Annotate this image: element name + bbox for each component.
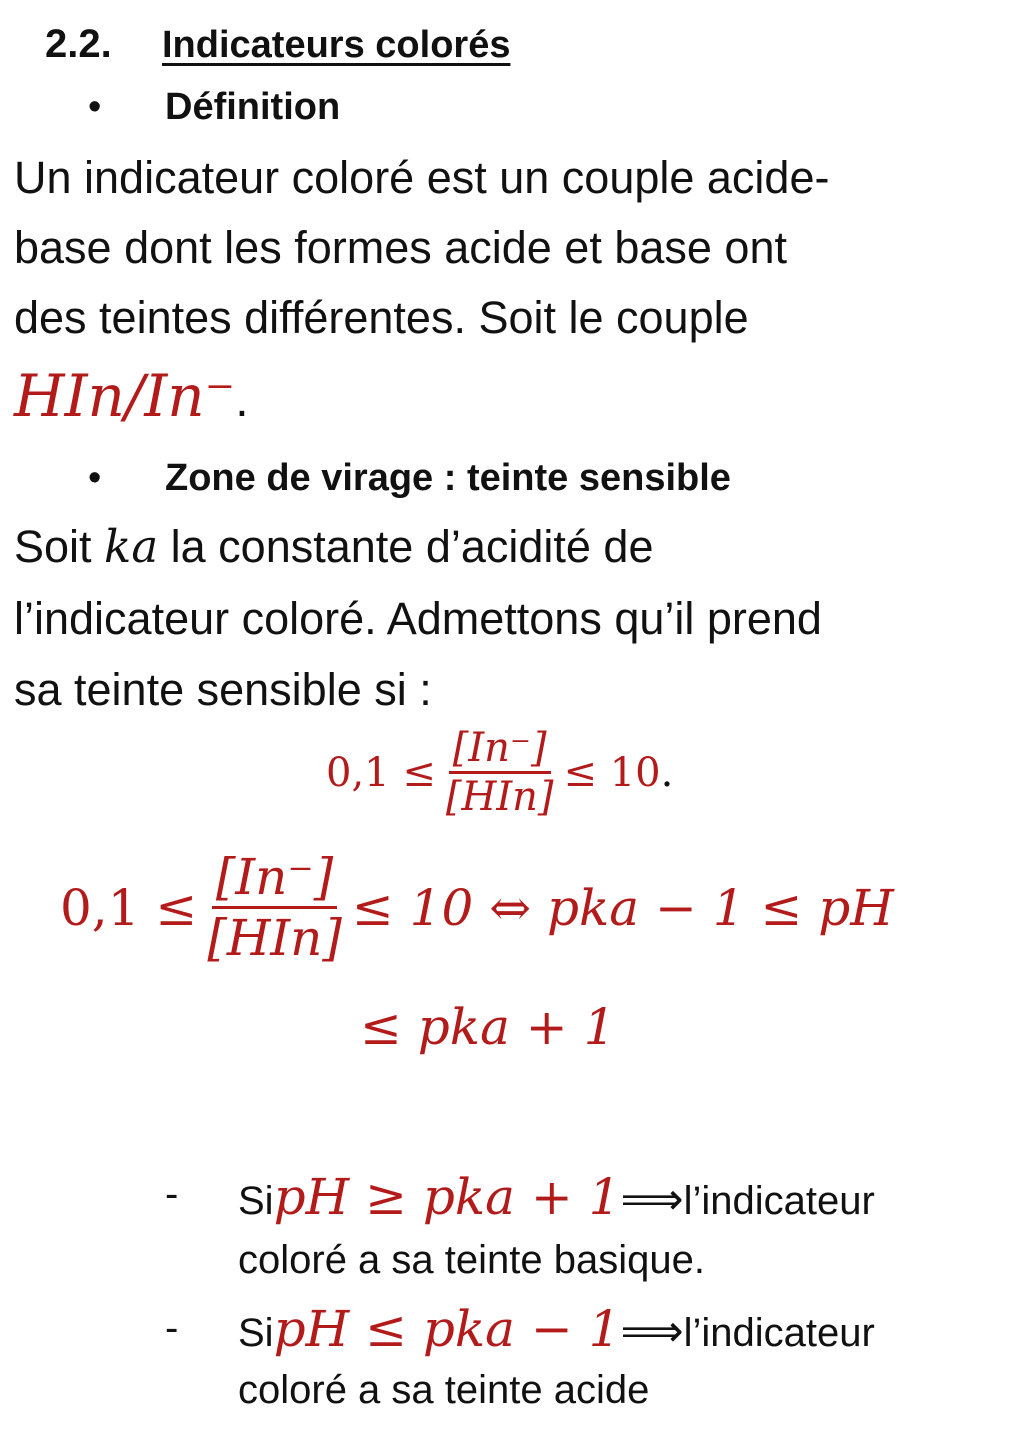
case-1-text-1: l’indicateur bbox=[683, 1179, 875, 1223]
virage-line-1 bbox=[14, 512, 654, 582]
definition-line-2: base dont les formes acide et base ont bbox=[14, 222, 787, 273]
case-2-line-2: coloré a sa teinte acide bbox=[238, 1368, 650, 1412]
formula-2-line-2: ≤ pka + 1 bbox=[360, 998, 616, 1056]
formula-1-left: 0,1 ≤ bbox=[326, 749, 436, 796]
virage-heading: Zone de virage : teinte sensible bbox=[165, 457, 731, 499]
couple-period: . bbox=[235, 374, 249, 427]
ka-variable: ka bbox=[104, 520, 159, 573]
case-1-math: pH ≥ pka + 1 bbox=[273, 1168, 621, 1226]
definition-heading: Définition bbox=[165, 86, 341, 128]
case-2-dash: - bbox=[165, 1306, 179, 1350]
formula-2-fraction bbox=[203, 848, 346, 967]
formula-1-right: ≤ 10 bbox=[563, 749, 661, 796]
formula-1-numerator: [In⁻] bbox=[449, 725, 551, 774]
case-2-math: pH ≤ pka − 1 bbox=[273, 1300, 621, 1358]
formula-1-denominator: [HIn] bbox=[445, 774, 554, 820]
case-2-si: Si bbox=[238, 1311, 274, 1355]
case-1-dash: - bbox=[165, 1172, 179, 1216]
case-2-text-1: l’indicateur bbox=[683, 1311, 875, 1355]
formula-1 bbox=[326, 725, 673, 820]
formula-1-period: . bbox=[660, 749, 674, 796]
formula-2-left: 0,1 ≤ bbox=[60, 878, 198, 937]
definition-line-3: des teintes différentes. Soit le couple bbox=[14, 292, 749, 343]
formula-2-right: ≤ 10 ⇔ pka − 1 ≤ pH bbox=[351, 878, 894, 937]
case-1-line-1 bbox=[238, 1168, 875, 1226]
section-number: 2.2. bbox=[45, 22, 112, 66]
section-title: Indicateurs colorés bbox=[162, 24, 511, 66]
formula-2-denominator: [HIn] bbox=[207, 909, 342, 967]
case-2-line-1 bbox=[238, 1300, 875, 1358]
definition-line-1: Un indicateur coloré est un couple acide- bbox=[14, 152, 830, 203]
case-2-arrow: ⟹ bbox=[620, 1307, 684, 1356]
virage-line-3: sa teinte sensible si : bbox=[14, 664, 432, 715]
virage-line-2: l’indicateur coloré. Admettons qu’il prend bbox=[14, 593, 822, 644]
virage-line-1-suffix: la constante d’acidité de bbox=[158, 521, 654, 572]
formula-2-numerator: [In⁻] bbox=[212, 848, 337, 909]
couple-formula bbox=[14, 362, 249, 430]
case-1-si: Si bbox=[238, 1179, 274, 1223]
bullet-icon: • bbox=[88, 86, 102, 128]
formula-2 bbox=[60, 848, 894, 967]
couple-symbol: HIn/In⁻ bbox=[14, 362, 236, 430]
virage-line-1-prefix: Soit bbox=[14, 521, 105, 572]
case-1-arrow: ⟹ bbox=[620, 1175, 684, 1224]
case-1-line-2: coloré a sa teinte basique. bbox=[238, 1238, 705, 1282]
formula-1-fraction bbox=[442, 725, 558, 820]
bullet-icon: • bbox=[88, 457, 102, 499]
